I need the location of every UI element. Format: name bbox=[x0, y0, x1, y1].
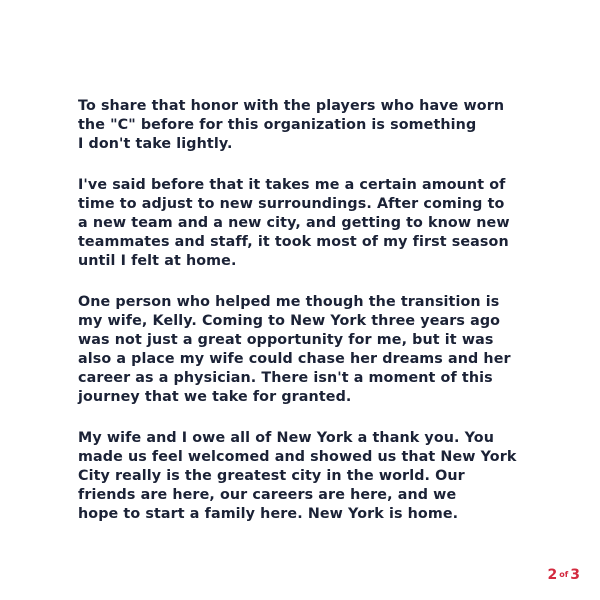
text-line: To share that honor with the players who have worn bbox=[78, 98, 505, 114]
text-line: was not just a great opportunity for me, but it was bbox=[78, 332, 494, 348]
text-line: One person who helped me though the transition is bbox=[78, 294, 500, 310]
text-line: City really is the greatest city in the world. Our bbox=[78, 468, 465, 484]
text-line: I've said before that it takes me a certain amount of bbox=[78, 177, 506, 193]
text-line: hope to start a family here. New York is home. bbox=[78, 506, 459, 522]
page-total: 3 bbox=[570, 567, 580, 583]
text-line: my wife, Kelly. Coming to New York three years ago bbox=[78, 313, 501, 329]
text-line: time to adjust to new surroundings. After coming to bbox=[78, 196, 505, 212]
text-line: friends are here, our careers are here, and we bbox=[78, 487, 457, 503]
text-line: a new team and a new city, and getting to know new bbox=[78, 215, 510, 231]
text-line: made us feel welcomed and showed us that New York bbox=[78, 449, 517, 465]
text-line: the "C" before for this organization is something bbox=[78, 117, 477, 133]
page-separator: of bbox=[559, 570, 569, 579]
text-line: career as a physician. There isn't a moment of this bbox=[78, 370, 493, 386]
text-line: until I felt at home. bbox=[78, 253, 237, 269]
paragraph-2 bbox=[78, 176, 548, 271]
text-line: also a place my wife could chase her dreams and her bbox=[78, 351, 511, 367]
paragraph-3 bbox=[78, 293, 548, 407]
paragraph-4 bbox=[78, 429, 548, 524]
page-current: 2 bbox=[547, 567, 558, 583]
text-line: teammates and staff, it took most of my first season bbox=[78, 234, 509, 250]
page-indicator bbox=[548, 568, 580, 582]
letter-body bbox=[78, 97, 548, 546]
paragraph-1 bbox=[78, 97, 548, 154]
text-line: My wife and I owe all of New York a thank you. You bbox=[78, 430, 494, 446]
text-line: journey that we take for granted. bbox=[78, 389, 352, 405]
text-line: I don't take lightly. bbox=[78, 136, 233, 152]
